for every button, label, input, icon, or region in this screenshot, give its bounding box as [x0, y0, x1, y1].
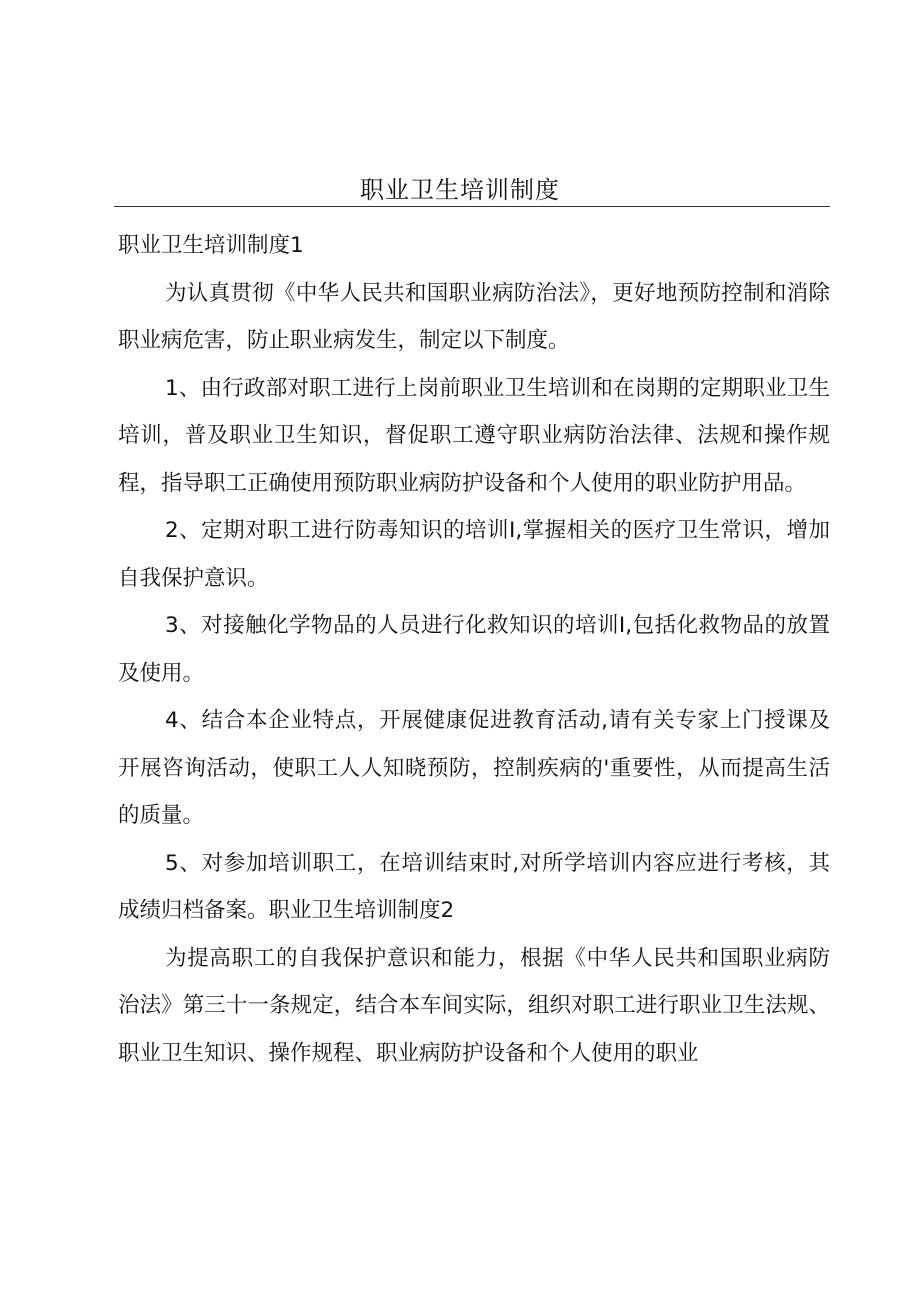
- document-title: 职业卫生培训制度: [360, 176, 560, 204]
- section-heading-1: 职业卫生培训制度1: [118, 233, 304, 258]
- clause-5: 5、对参加培训职工，在培训结束时,对所学培训内容应进行考核，其成绩归档备案。职业卫生培训制度2: [118, 850, 830, 923]
- section-2-paragraph: 为提高职工的自我保护意识和能力，根据《中华人民共和国职业病防治法》第三十一条规定，结合本车间实际，组织对职工进行职业卫生法规、职业卫生知识、操作规程、职业病防护设备和个人使用的职业: [118, 945, 830, 1066]
- clause-3: 3、对接触化学物品的人员进行化救知识的培训I,包括化救物品的放置及使用。: [118, 613, 830, 686]
- document-body: [118, 222, 830, 1077]
- title-divider: [114, 206, 830, 207]
- clause-1: 1、由行政部对职工进行上岗前职业卫生培训和在岗期的定期职业卫生培训，普及职业卫生知识，督促职工遵守职业病防治法律、法规和操作规程，指导职工正确使用预防职业病防护设备和个人使用的职业防护用品。: [118, 375, 830, 496]
- clause-2: 2、定期对职工进行防毒知识的培训I,掌握相关的医疗卫生常识，增加自我保护意识。: [118, 518, 830, 591]
- clause-4: 4、结合本企业特点，开展健康促进教育活动,请有关专家上门授课及开展咨询活动，使职工人人知晓预防，控制疾病的'重要性，从而提高生活的质量。: [118, 708, 830, 828]
- intro-paragraph: 为认真贯彻《中华人民共和国职业病防治法》，更好地预防控制和消除职业病危害，防止职业病发生，制定以下制度。: [118, 280, 830, 353]
